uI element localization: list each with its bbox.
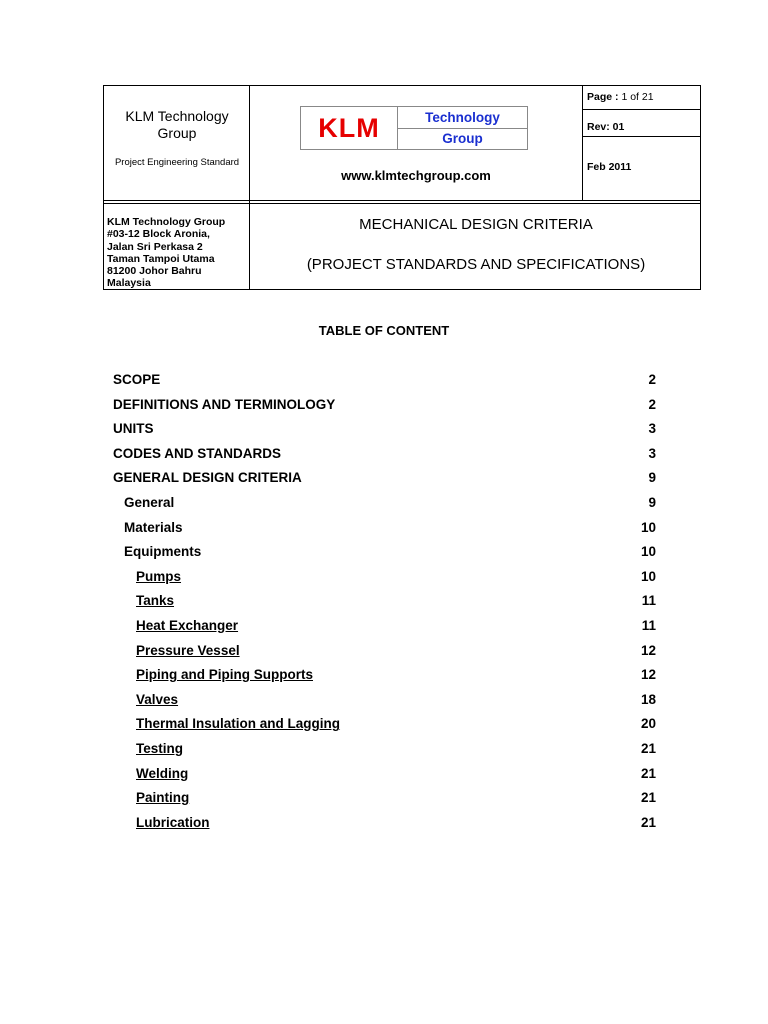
toc-entry-page: 9 <box>648 470 656 486</box>
address-line: 81200 Johor Bahru <box>107 265 202 278</box>
toc-entry[interactable] <box>0 813 768 833</box>
toc-entry[interactable] <box>0 788 768 808</box>
toc-entry-page: 18 <box>640 691 656 707</box>
toc-entry-page: 3 <box>648 421 656 437</box>
toc-entry[interactable] <box>0 641 768 661</box>
toc-entry[interactable] <box>0 714 768 734</box>
toc-entry-page: 10 <box>640 568 656 584</box>
toc-entry[interactable] <box>0 591 768 611</box>
company-address <box>107 216 249 290</box>
toc-entry-page: 9 <box>648 495 656 510</box>
toc-entry-title: General <box>124 495 175 510</box>
logo-klm-text: KLM <box>318 113 380 143</box>
toc-entry[interactable] <box>0 444 768 464</box>
header-divider <box>582 109 700 110</box>
toc-entry-page: 12 <box>640 667 656 683</box>
toc-entry[interactable] <box>0 739 768 759</box>
toc-entry[interactable] <box>0 764 768 784</box>
toc-entry[interactable] <box>0 567 768 587</box>
toc-entry[interactable] <box>0 370 768 390</box>
toc-entry-title: CODES AND STANDARDS <box>113 445 282 461</box>
toc-entry-title: Piping and Piping Supports <box>136 667 313 683</box>
logo-group-text: Group <box>442 131 483 146</box>
toc-entry-title: Heat Exchanger <box>136 618 239 633</box>
toc-entry-title: Valves <box>136 691 179 707</box>
toc-entry[interactable] <box>0 419 768 439</box>
toc-entry-page: 11 <box>641 618 656 633</box>
toc-entry-title: Pumps <box>136 568 182 584</box>
page-value: 1 of 21 <box>621 91 654 103</box>
header-divider <box>104 203 700 204</box>
toc-entry-title: GENERAL DESIGN CRITERIA <box>113 470 302 486</box>
toc-entry-page: 12 <box>640 642 656 658</box>
toc-entry-page: 2 <box>648 396 656 412</box>
toc-entry-page: 10 <box>640 544 656 560</box>
toc-entry[interactable] <box>0 616 768 636</box>
toc-entry[interactable] <box>0 542 768 562</box>
toc-entry-page: 21 <box>640 765 656 781</box>
toc-entry[interactable] <box>0 468 768 488</box>
document-subtitle: (PROJECT STANDARDS AND SPECIFICATIONS) <box>306 256 646 273</box>
toc-entry-page: 3 <box>648 445 656 461</box>
address-line: Taman Tampoi Utama <box>107 252 215 265</box>
toc-entry-title: Pressure Vessel <box>136 642 240 658</box>
toc-entry-page: 21 <box>640 790 656 806</box>
header-table <box>103 85 701 290</box>
toc-entry-page: 20 <box>640 716 656 732</box>
toc-entry[interactable] <box>0 665 768 685</box>
toc-entry-page: 10 <box>640 519 656 535</box>
toc-entry-page: 11 <box>641 593 656 609</box>
address-line: Jalan Sri Perkasa 2 <box>107 240 203 253</box>
website-url: www.klmtechgroup.com <box>341 168 491 183</box>
toc-entry[interactable] <box>0 395 768 415</box>
toc-entry-page: 21 <box>640 814 656 830</box>
header-divider <box>582 136 700 137</box>
header-divider <box>104 200 700 201</box>
toc-entry-title: Welding <box>136 765 189 781</box>
revision: Rev: 01 <box>587 121 625 133</box>
address-line: KLM Technology Group <box>107 216 226 228</box>
toc-entry-title: Materials <box>124 519 183 535</box>
toc-entry-title: Thermal Insulation and Lagging <box>136 716 341 732</box>
toc-entry-title: DEFINITIONS AND TERMINOLOGY <box>113 396 336 412</box>
toc-entry-page: 21 <box>640 741 656 756</box>
page-number <box>584 91 654 103</box>
toc-entry[interactable] <box>0 518 768 538</box>
toc-entry-title: Lubrication <box>136 814 210 830</box>
company-subtitle: Project Engineering Standard <box>114 157 240 168</box>
toc-entry[interactable] <box>0 690 768 710</box>
toc-heading: TABLE OF CONTENT <box>318 323 450 338</box>
toc-entry-title: UNITS <box>113 421 154 437</box>
header-divider <box>582 86 583 200</box>
document-title: MECHANICAL DESIGN CRITERIA <box>359 216 593 233</box>
klm-logo <box>300 106 528 150</box>
issue-date: Feb 2011 <box>587 161 632 173</box>
toc-entry-page: 2 <box>648 372 656 387</box>
toc-entry-title: Tanks <box>136 593 175 609</box>
address-line: #03-12 Block Aronia, <box>107 228 210 241</box>
toc-entry-title: Equipments <box>124 544 202 560</box>
toc-entry[interactable] <box>0 493 768 513</box>
toc-entry-title: Painting <box>136 790 190 806</box>
page-label: Page : <box>587 91 619 103</box>
company-name: KLM Technology Group <box>125 108 229 141</box>
toc-entry-title: Testing <box>136 741 183 756</box>
logo-technology-text: Technology <box>425 110 500 125</box>
toc-entry-title: SCOPE <box>113 372 161 387</box>
address-line: Malaysia <box>107 277 151 290</box>
